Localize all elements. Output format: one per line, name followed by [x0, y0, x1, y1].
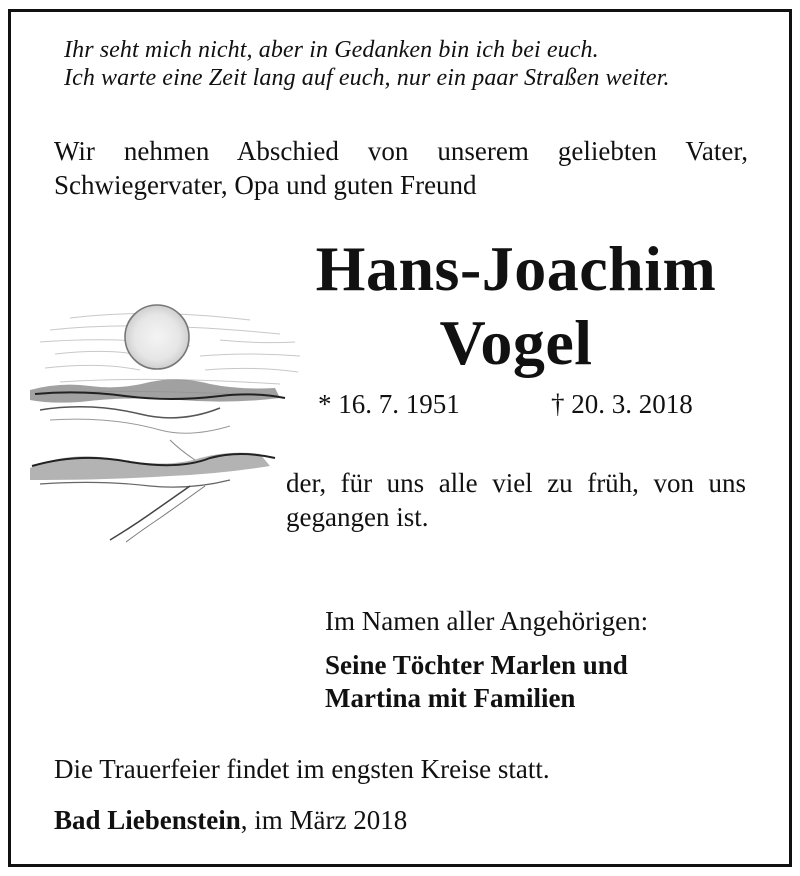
tribute-line-2: gegangen ist. [286, 502, 429, 532]
tribute-line-1: der, für uns alle viel zu früh, von uns [286, 468, 746, 498]
deceased-first-name: Hans-Joachim [315, 233, 717, 304]
quote-line-1: Ihr seht mich nicht, aber in Gedanken bin ich bei euch. [64, 37, 599, 63]
place-date [54, 803, 407, 837]
deceased-last-name: Vogel [439, 307, 593, 378]
place-name: Bad Liebenstein [54, 805, 241, 835]
funeral-note: Die Trauerfeier findet im engsten Kreise statt. [54, 754, 550, 784]
family-heading: Im Namen aller Angehörigen: [325, 606, 649, 636]
date-text: , im März 2018 [240, 805, 408, 835]
intro-line-1: Wir nehmen Abschied von unserem geliebten Vater, [54, 136, 748, 166]
intro-line-2: Schwiegervater, Opa und guten Freund [54, 170, 477, 200]
death-date: † 20. 3. 2018 [551, 389, 693, 419]
quote-line-2: Ich warte eine Zeit lang auf euch, nur ein paar Straßen weiter. [64, 65, 670, 91]
family-line-2: Martina mit Familien [325, 683, 576, 713]
birth-date: * 16. 7. 1951 [318, 389, 460, 419]
family-line-1: Seine Töchter Marlen und [325, 650, 628, 680]
sunset-landscape-sketch-icon [30, 290, 310, 550]
